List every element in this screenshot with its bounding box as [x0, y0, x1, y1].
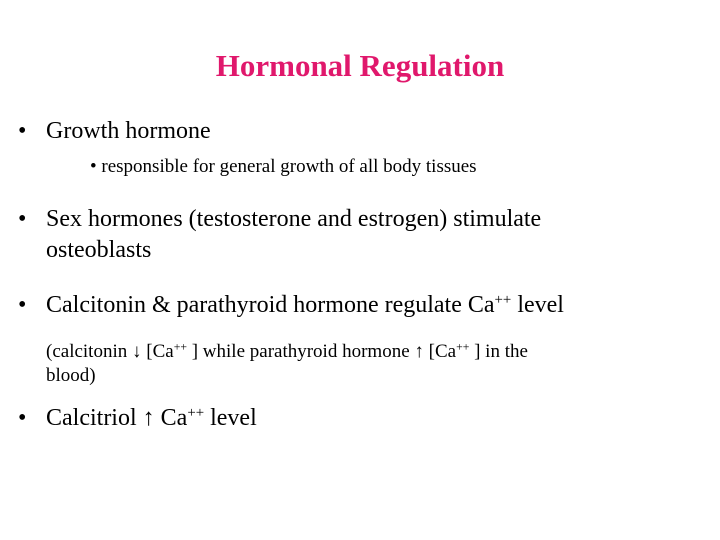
slide-title: Hormonal Regulation: [215, 48, 505, 83]
superscript: ++: [173, 340, 187, 354]
sub-bullet-growth: [90, 155, 477, 179]
bullet-icon: •: [18, 405, 27, 431]
bullet-text: Growth hormone: [46, 118, 211, 144]
bullet-calcitriol: [18, 403, 257, 434]
note-text-line2: blood): [46, 365, 96, 386]
bullet-text: Calcitonin & parathyroid hormone regulate Ca: [46, 292, 495, 318]
bullet-icon: •: [18, 206, 27, 232]
calcitonin-note: [46, 340, 528, 388]
bullet-icon: •: [90, 156, 97, 177]
bullet-icon: •: [18, 292, 27, 318]
bullet-text-line2: osteoblasts: [46, 237, 152, 263]
bullet-text-line1: Sex hormones (testosterone and estrogen) stimulate: [46, 206, 542, 232]
bullet-growth-hormone: [18, 116, 211, 147]
bullet-calcitonin: [18, 290, 564, 321]
bullet-icon: •: [18, 118, 27, 144]
bullet-sex-hormones: [18, 204, 541, 266]
bullet-text: Calcitriol ↑ Ca: [46, 405, 188, 431]
superscript: ++: [494, 291, 512, 308]
sub-bullet-text: responsible for general growth of all body tissues: [101, 156, 477, 177]
note-text: ] in the: [469, 341, 528, 362]
superscript: ++: [456, 340, 470, 354]
note-text: (calcitonin ↓ [Ca: [46, 341, 174, 362]
note-text: ] while parathyroid hormone ↑ [Ca: [186, 341, 457, 362]
superscript: ++: [187, 404, 205, 421]
bullet-text-end: level: [204, 405, 257, 431]
bullet-text-end: level: [511, 292, 564, 318]
